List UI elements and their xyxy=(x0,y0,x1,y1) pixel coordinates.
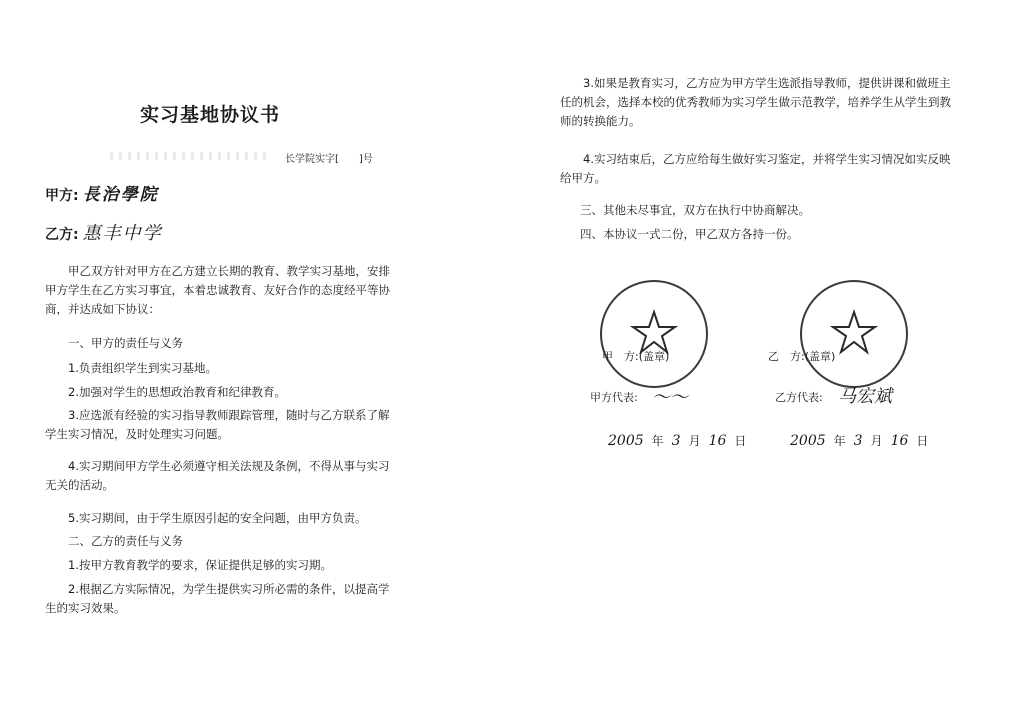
section-b-item-3: 3.如果是教育实习，乙方应为甲方学生选派指导教师，提供讲课和做班主任的机会，选择本校的优秀教师为实习学生做示范教学，培养学生从学生到教师的转换能力。 xyxy=(560,76,951,128)
party-b-seal-label: 乙 方:(盖章) xyxy=(768,350,836,363)
section-b-heading: 二、乙方的责任与义务 xyxy=(68,534,183,548)
party-b-date-year: 2005 xyxy=(790,433,826,449)
section-a-item-4: 4.实习期间甲方学生必须遵守相关法规及条例，不得从事与实习无关的活动。 xyxy=(45,459,390,492)
section-c: 三、其他未尽事宜，双方在执行中协商解决。 xyxy=(580,203,810,217)
section-d: 四、本协议一式二份，甲乙双方各持一份。 xyxy=(580,227,799,241)
party-a-date-month: 3 xyxy=(671,433,681,449)
party-b-rep-label: 乙方代表: xyxy=(775,391,823,404)
party-a xyxy=(45,180,159,205)
party-a-date-day: 16 xyxy=(708,433,727,449)
party-b-date: 2005 年 3 月 16 日 xyxy=(790,433,929,449)
section-b-item-1: 1.按甲方教育教学的要求，保证提供足够的实习期。 xyxy=(68,558,332,572)
party-b-signature: 马宏斌 xyxy=(838,386,892,407)
party-a-name: 長治學院 xyxy=(82,185,159,205)
section-a-heading: 一、甲方的责任与义务 xyxy=(68,336,183,350)
party-b-name: 惠丰中学 xyxy=(82,223,163,244)
party-b xyxy=(45,219,163,245)
party-a-date-year: 2005 xyxy=(608,433,644,449)
party-a-date: 2005 年 3 月 16 日 xyxy=(608,433,747,449)
section-a-item-3: 3.应选派有经验的实习指导教师跟踪管理，随时与乙方联系了解学生实习情况，及时处理实习问题。 xyxy=(45,408,390,441)
section-a-item-2: 2.加强对学生的思想政治教育和纪律教育。 xyxy=(68,385,286,399)
right-page xyxy=(520,0,1023,715)
party-a-seal-label: 甲 方:(盖章) xyxy=(602,350,670,363)
left-page xyxy=(0,0,500,715)
party-a-seal xyxy=(600,280,708,388)
section-b-item-4: 4.实习结束后，乙方应给每生做好实习鉴定，并将学生实习情况如实反映给甲方。 xyxy=(560,152,951,185)
party-b-date-day: 16 xyxy=(890,433,909,449)
section-a-item-5: 5.实习期间，由于学生原因引起的安全问题，由甲方负责。 xyxy=(68,511,367,525)
document-number: 长学院实字[ ]号 xyxy=(285,154,373,165)
party-b-seal xyxy=(800,280,908,388)
party-a-signature: ～～ xyxy=(652,387,688,408)
intro-paragraph: 甲乙双方针对甲方在乙方建立长期的教育、教学实习基地，安排甲方学生在乙方实习事宜，本着忠诚教育、友好合作的态度经平等协商，并达成如下协议： xyxy=(45,264,390,316)
seal-star-icon xyxy=(802,282,906,386)
document-title: 实习基地协议书 xyxy=(140,104,281,126)
party-a-label: 甲方: xyxy=(45,188,79,204)
seal-star-icon xyxy=(602,282,706,386)
party-a-rep-label: 甲方代表: xyxy=(590,391,638,404)
section-b-item-2: 2.根据乙方实际情况，为学生提供实习所必需的条件，以提高学生的实习效果。 xyxy=(45,582,390,615)
scan-smudge xyxy=(110,152,270,160)
party-b-date-month: 3 xyxy=(853,433,863,449)
section-a-item-1: 1.负责组织学生到实习基地。 xyxy=(68,361,217,375)
party-b-label: 乙方: xyxy=(45,227,79,243)
